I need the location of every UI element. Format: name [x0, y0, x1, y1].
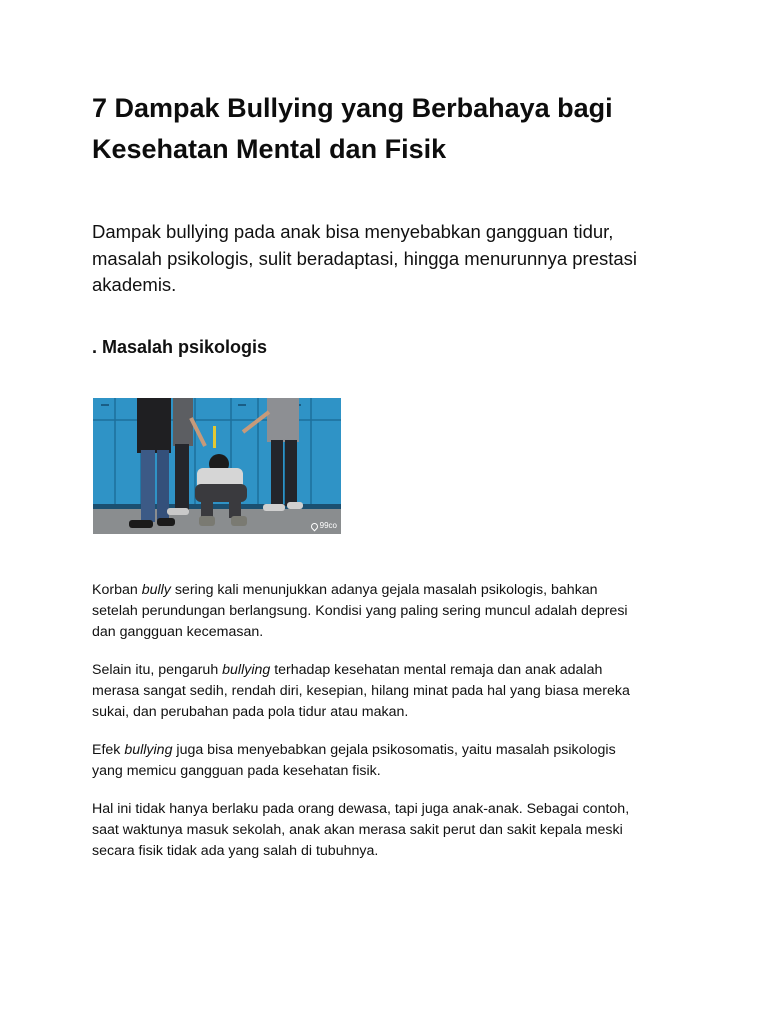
watermark-text: 99co	[319, 521, 337, 530]
intro-paragraph	[92, 219, 692, 299]
paragraph-2	[92, 660, 692, 723]
bullying-illustration	[93, 398, 341, 534]
paragraph-4	[92, 799, 692, 862]
intro-line-3: akademis.	[92, 274, 177, 295]
paragraph-1	[92, 580, 692, 643]
italic-term: bully	[141, 582, 171, 598]
italic-term: bullying	[124, 742, 173, 758]
paragraph-3	[92, 740, 692, 782]
bullying-photo	[93, 398, 341, 534]
paragraph-2-line-2: merasa sangat sedih, rendah diri, kesepian, hilang minat pada hal yang biasa mereka	[92, 683, 630, 699]
section-heading: . Masalah psikologis	[92, 337, 268, 357]
title-line-1: 7 Dampak Bullying yang Berbahaya bagi	[92, 93, 613, 123]
intro-line-2: masalah psikologis, sulit beradaptasi, hingga menurunnya prestasi	[92, 247, 638, 269]
text-segment: Efek	[92, 742, 125, 758]
baseboard	[93, 504, 341, 509]
title-line-2: Kesehatan Mental dan Fisik	[92, 134, 447, 164]
intro-line-1: Dampak bullying pada anak bisa menyebabkan gangguan tidur,	[92, 221, 614, 242]
paragraph-1-line-1	[92, 580, 692, 601]
paragraph-3-line-1	[92, 740, 692, 761]
image-watermark	[311, 521, 337, 531]
paragraph-1-line-3: dan gangguan kecemasan.	[92, 624, 264, 640]
location-pin-icon	[309, 521, 319, 531]
text-segment: juga bisa menyebabkan gejala psikosomatis, yaitu masalah psikologis	[172, 742, 616, 758]
document-title	[92, 88, 692, 170]
yellow-tag	[213, 426, 216, 448]
paragraph-1-line-2: setelah perundungan berlangsung. Kondisi yang paling sering muncul adalah depresi	[92, 603, 628, 619]
paragraph-3-line-2: yang memicu gangguan pada kesehatan fisik.	[92, 763, 381, 779]
text-segment: Selain itu, pengaruh	[92, 662, 223, 678]
text-segment: terhadap kesehatan mental remaja dan anak adalah	[270, 662, 603, 678]
paragraph-2-line-1	[92, 660, 692, 681]
paragraph-2-line-3: sukai, dan perubahan pada pola tidur atau makan.	[92, 704, 409, 720]
paragraph-4-line-1: Hal ini tidak hanya berlaku pada orang dewasa, tapi juga anak-anak. Sebagai contoh,	[92, 801, 630, 817]
paragraph-4-line-2: saat waktunya masuk sekolah, anak akan merasa sakit perut dan sakit kepala meski	[92, 822, 623, 838]
paragraph-4-line-3: secara fisik tidak ada yang salah di tubuhnya.	[92, 843, 379, 859]
text-segment: sering kali menunjukkan adanya gejala masalah psikologis, bahkan	[170, 582, 598, 598]
italic-term: bullying	[222, 662, 271, 678]
text-segment: Korban	[92, 582, 142, 598]
